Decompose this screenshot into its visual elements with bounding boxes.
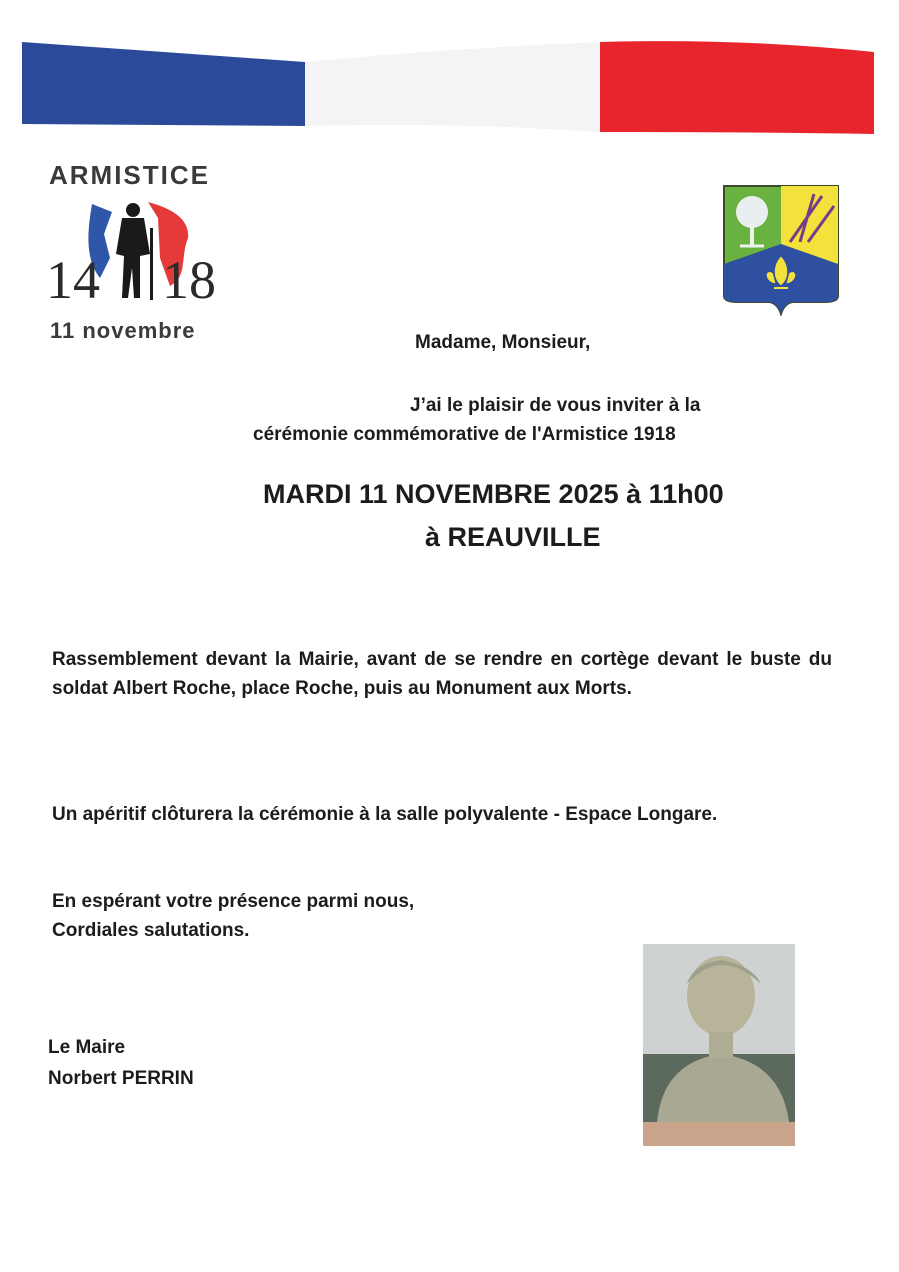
- closing-paragraph: [52, 887, 832, 945]
- closing-line-1: En espérant votre présence parmi nous,: [52, 891, 415, 912]
- invitation-line-2: cérémonie commémorative de l'Armistice 1918: [253, 424, 676, 445]
- event-place: à REAUVILLE: [425, 522, 601, 552]
- greeting: Madame, Monsieur,: [415, 332, 591, 353]
- signature-name: Norbert PERRIN: [48, 1068, 194, 1089]
- closing-line-2: Cordiales salutations.: [52, 920, 250, 941]
- logo-year-left: 14: [46, 250, 100, 308]
- event-date: MARDI 11 NOVEMBRE 2025 à 11h00: [263, 479, 724, 509]
- invitation-line-1: J’ai le plaisir de vous inviter à la: [410, 395, 701, 416]
- french-flag-banner: [22, 40, 874, 136]
- logo-year-right: 18: [162, 250, 216, 308]
- logo-date: 11 novembre: [50, 318, 196, 343]
- logo-title: ARMISTICE: [49, 160, 210, 190]
- coat-of-arms: [722, 184, 840, 316]
- logo-years-graphic: [40, 198, 240, 308]
- soldier-bust-photo: [643, 944, 795, 1146]
- signature-role: Le Maire: [48, 1037, 126, 1058]
- aperitif-paragraph: Un apéritif clôturera la cérémonie à la salle polyvalente - Espace Longare.: [52, 804, 718, 825]
- armistice-logo: [40, 160, 240, 345]
- gathering-paragraph: Rassemblement devant la Mairie, avant de se rendre en cortège devant le buste du soldat Albert Roche, place Roche, puis au Monument aux Morts.: [52, 649, 832, 699]
